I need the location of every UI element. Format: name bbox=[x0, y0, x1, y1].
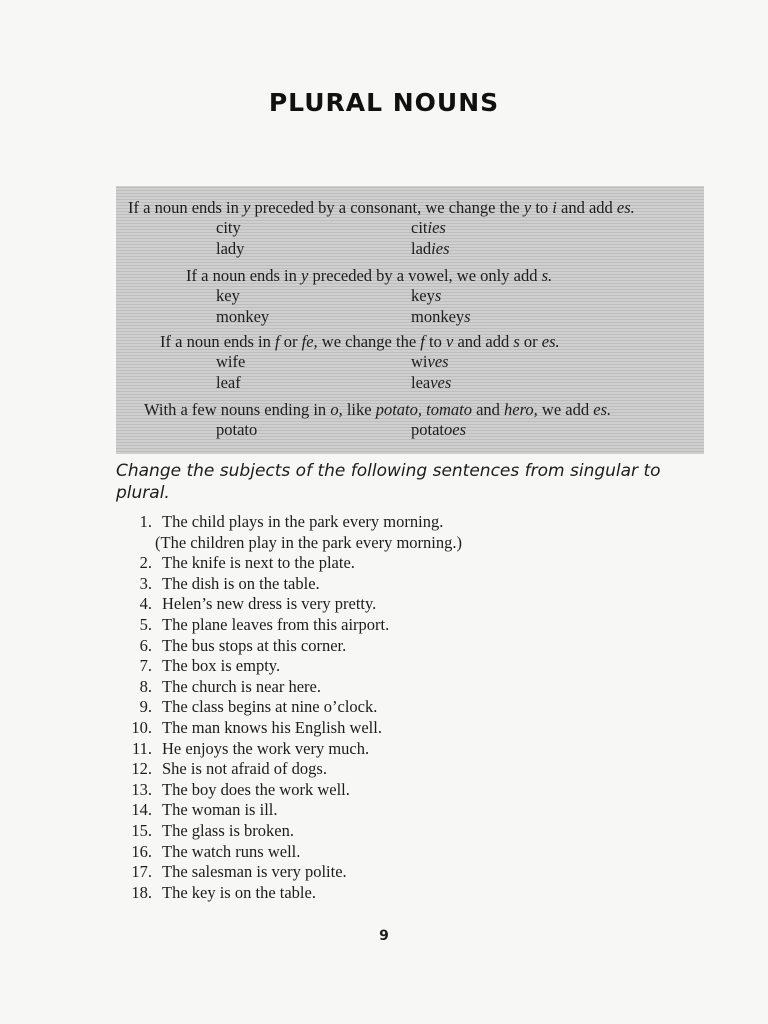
item-number: 7. bbox=[139, 656, 152, 676]
item-sentence: The woman is ill. bbox=[162, 800, 278, 820]
list-item bbox=[110, 862, 670, 883]
page-title: PLURAL NOUNS bbox=[268, 88, 500, 117]
item-number: 18. bbox=[131, 882, 152, 902]
example-plural: potatoes bbox=[411, 420, 466, 439]
list-item bbox=[110, 883, 670, 904]
item-sentence: The bus stops at this corner. bbox=[162, 635, 347, 655]
item-number: 16. bbox=[131, 841, 152, 861]
example-singular: city bbox=[216, 218, 241, 237]
list-item bbox=[110, 636, 670, 657]
item-number: 12. bbox=[131, 759, 152, 779]
list-item bbox=[110, 800, 670, 821]
list-item bbox=[110, 553, 670, 574]
item-number: 13. bbox=[131, 779, 152, 799]
page-number: 9 bbox=[379, 928, 389, 944]
list-item bbox=[110, 718, 670, 739]
rule-f-fe: If a noun ends in f or fe, we change the f to v and add s or es. bbox=[160, 332, 560, 351]
example-plural: monkeys bbox=[411, 307, 471, 326]
item-number: 14. bbox=[131, 800, 152, 820]
item-sentence: The key is on the table. bbox=[162, 882, 316, 902]
exercise-instruction: Change the subjects of the following sentences from singular to plural. bbox=[116, 461, 661, 503]
rule-consonant-y: If a noun ends in y preceded by a consonant, we change the y to i and add es. bbox=[128, 198, 635, 217]
example-answer: (The children play in the park every morning.) bbox=[155, 533, 462, 552]
list-item bbox=[110, 780, 670, 801]
example-plural: keys bbox=[411, 286, 442, 305]
item-sentence: The boy does the work well. bbox=[162, 779, 350, 799]
list-item bbox=[110, 656, 670, 677]
item-sentence: Helen’s new dress is very pretty. bbox=[162, 594, 377, 614]
example-plural: leaves bbox=[411, 373, 452, 392]
item-number: 11. bbox=[131, 738, 152, 758]
list-item bbox=[110, 615, 670, 636]
item-number: 8. bbox=[139, 676, 152, 696]
item-number: 5. bbox=[139, 614, 152, 634]
item-number: 15. bbox=[131, 820, 152, 840]
rules-box bbox=[116, 186, 704, 454]
item-sentence: The man knows his English well. bbox=[162, 717, 382, 737]
list-item bbox=[110, 574, 670, 595]
list-item bbox=[110, 759, 670, 780]
item-sentence: The glass is broken. bbox=[162, 820, 294, 840]
example-singular: lady bbox=[216, 239, 245, 258]
item-sentence: The plane leaves from this airport. bbox=[162, 614, 390, 634]
item-number: 10. bbox=[131, 717, 152, 737]
list-item bbox=[110, 697, 670, 718]
example-singular: potato bbox=[216, 420, 258, 439]
list-item bbox=[110, 677, 670, 698]
list-item bbox=[110, 512, 670, 533]
item-sentence: She is not afraid of dogs. bbox=[162, 759, 327, 779]
example-plural: ladies bbox=[411, 239, 450, 258]
item-sentence: The box is empty. bbox=[162, 656, 281, 676]
example-singular: monkey bbox=[216, 307, 270, 326]
item-number: 3. bbox=[139, 573, 152, 593]
example-plural: wives bbox=[411, 352, 449, 371]
item-sentence: The knife is next to the plate. bbox=[162, 553, 355, 573]
example-singular: key bbox=[216, 286, 240, 305]
rule-vowel-y: If a noun ends in y preceded by a vowel, we only add s. bbox=[186, 266, 553, 285]
item-sentence: The dish is on the table. bbox=[162, 573, 320, 593]
rule-o-ending: With a few nouns ending in o, like potato, tomato and hero, we add es. bbox=[144, 400, 612, 419]
item-number: 6. bbox=[139, 635, 152, 655]
item-sentence: The watch runs well. bbox=[162, 841, 301, 861]
list-item bbox=[110, 594, 670, 615]
list-item bbox=[110, 739, 670, 760]
item-sentence: The class begins at nine o’clock. bbox=[162, 697, 378, 717]
example-plural: cities bbox=[411, 218, 446, 237]
item-number: 4. bbox=[139, 594, 152, 614]
item-sentence: The salesman is very polite. bbox=[162, 862, 347, 882]
item-sentence: The child plays in the park every morning. bbox=[162, 512, 444, 531]
list-item bbox=[110, 821, 670, 842]
item-number: 2. bbox=[139, 553, 152, 573]
list-item bbox=[110, 842, 670, 863]
item-sentence: The church is near here. bbox=[162, 676, 321, 696]
item-sentence: He enjoys the work very much. bbox=[162, 738, 370, 758]
sentence-list bbox=[110, 512, 670, 903]
example-singular: leaf bbox=[216, 373, 241, 392]
item-number: 17. bbox=[131, 862, 152, 882]
example-singular: wife bbox=[216, 352, 246, 371]
item-number: 1. bbox=[139, 512, 152, 531]
item-number: 9. bbox=[139, 697, 152, 717]
